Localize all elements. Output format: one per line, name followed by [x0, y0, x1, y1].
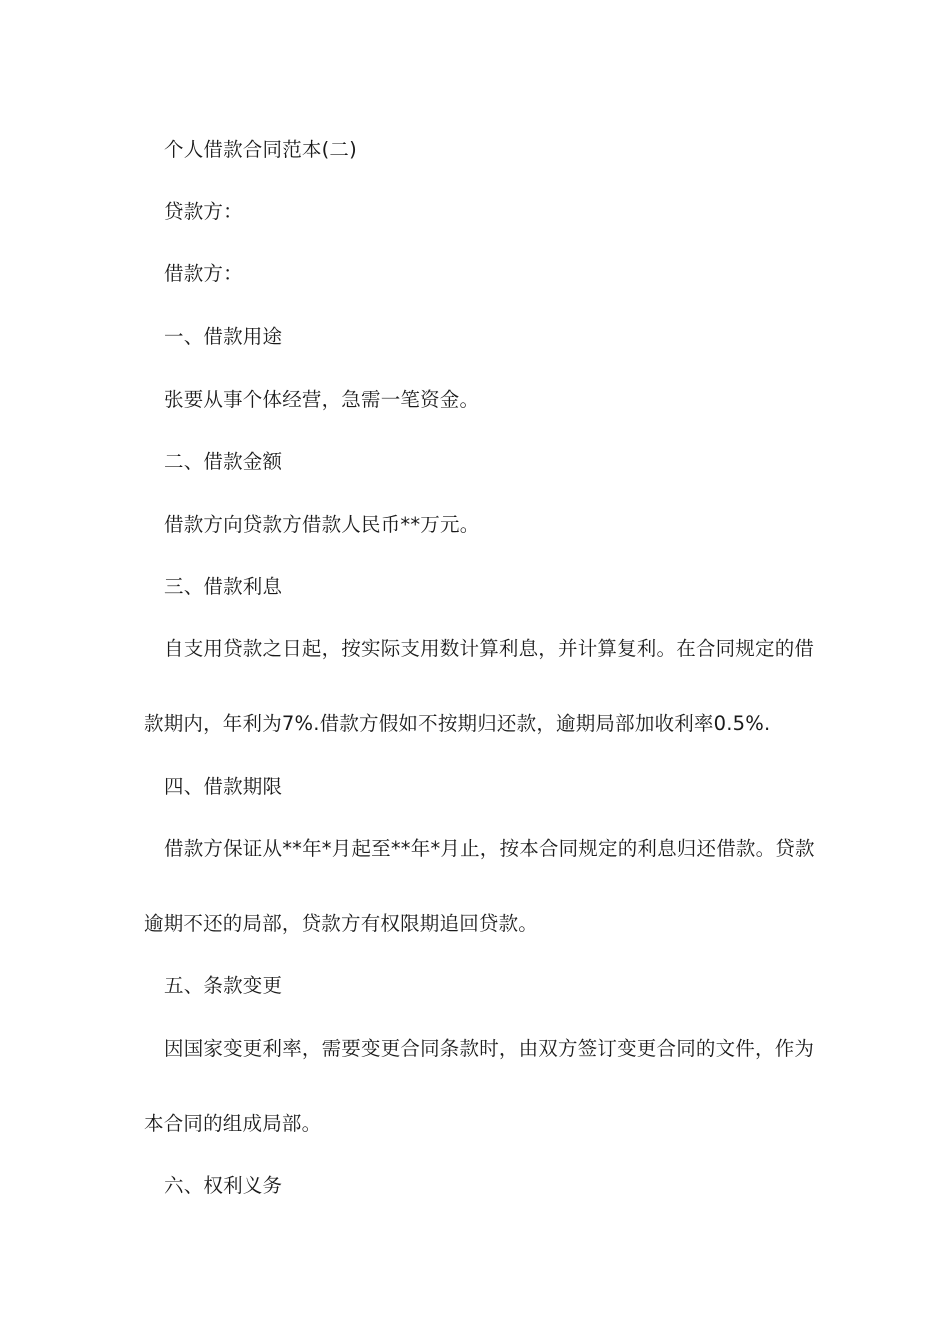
section-heading-amount: 二、借款金额 [164, 450, 283, 473]
section-heading-term: 四、借款期限 [164, 775, 283, 798]
lender-label: 贷款方： [164, 200, 243, 223]
section-heading-rights: 六、权利义务 [164, 1174, 283, 1197]
section-body-term-line2: 逾期不还的局部，贷款方有权限期追回贷款。 [144, 912, 539, 935]
section-heading-changes: 五、条款变更 [164, 974, 283, 997]
borrower-label: 借款方： [164, 262, 243, 285]
section-body-purpose: 张要从事个体经营，急需一笔资金。 [164, 388, 480, 411]
section-body-interest-line1: 自支用贷款之日起，按实际支用数计算利息，并计算复利。在合同规定的借 [164, 637, 815, 660]
section-body-changes-line2: 本合同的组成局部。 [144, 1112, 322, 1135]
document-title: 个人借款合同范本(二) [164, 138, 357, 161]
section-body-interest-line2: 款期内，年利为7%.借款方假如不按期归还款，逾期局部加收利率0.5%. [144, 712, 771, 735]
section-body-changes-line1: 因国家变更利率，需要变更合同条款时，由双方签订变更合同的文件，作为 [164, 1037, 815, 1060]
section-body-amount: 借款方向贷款方借款人民币**万元。 [164, 513, 480, 536]
section-heading-purpose: 一、借款用途 [164, 325, 283, 348]
section-body-term-line1: 借款方保证从**年*月起至**年*月止，按本合同规定的利息归还借款。贷款 [164, 837, 815, 860]
section-heading-interest: 三、借款利息 [164, 575, 283, 598]
